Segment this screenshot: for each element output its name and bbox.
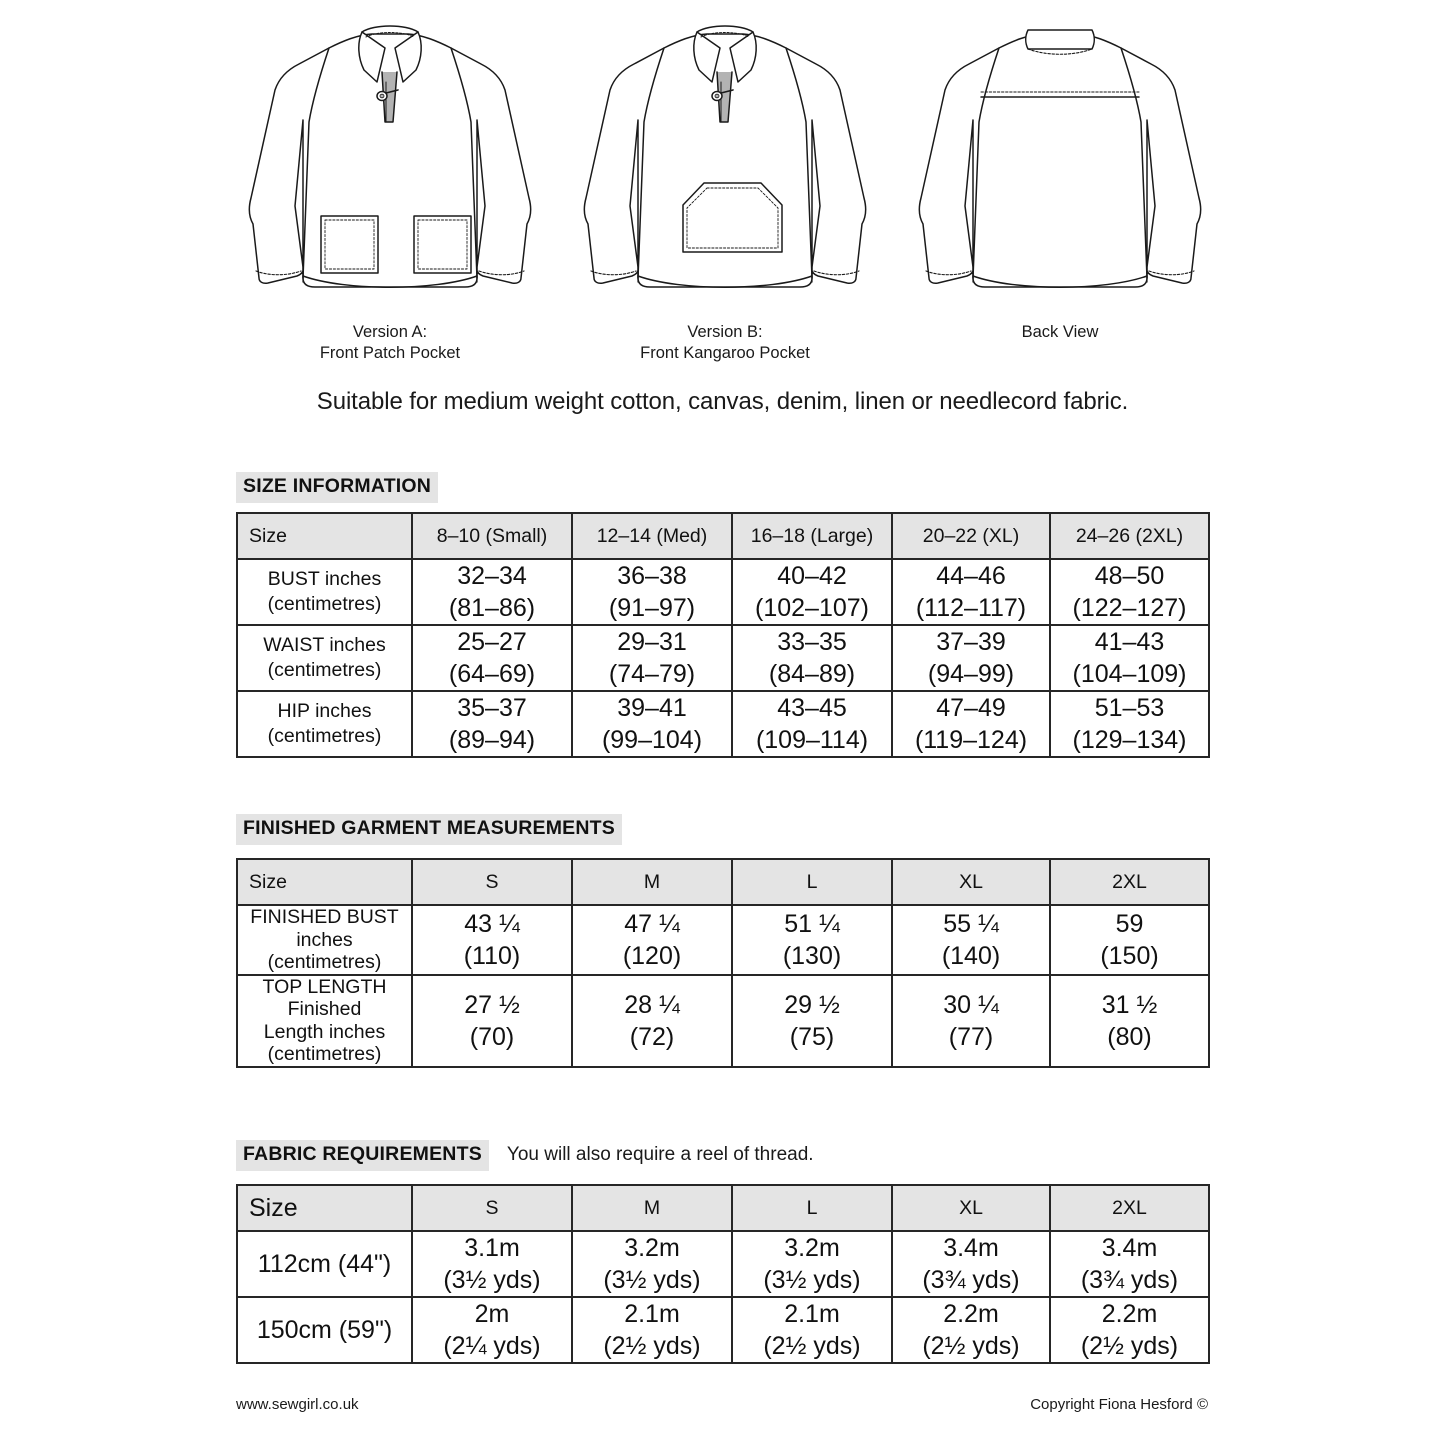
cell-bust-med-inches: 36–38 [617, 562, 687, 590]
table-row [237, 975, 1209, 1067]
row-label-hip-line1: HIP inches [277, 700, 372, 722]
copyright-notice: Copyright Fiona Hesford © [1030, 1396, 1208, 1413]
row-label-finished-bust [237, 905, 412, 975]
cell-top-length-s [412, 975, 572, 1067]
cell-112cm-xl-metres: 3.4m [943, 1234, 999, 1262]
cell-hip-med-cm: (99–104) [601, 726, 703, 754]
cell-waist-large-inches: 33–35 [777, 628, 847, 656]
cell-bust-large-cm: (102–107) [755, 594, 869, 622]
page-footer [236, 1396, 1208, 1413]
column-header-xl: XL [892, 1185, 1050, 1231]
cell-150cm-m [572, 1297, 732, 1363]
table-row [237, 559, 1209, 625]
cell-finished-bust-s [412, 905, 572, 975]
cell-hip-small-inches: 35–37 [457, 694, 527, 722]
row-label-bust-line2: (centimetres) [267, 593, 382, 615]
cell-150cm-2xl-metres: 2.2m [1101, 1300, 1158, 1328]
cell-150cm-s-metres: 2m [474, 1300, 510, 1328]
cell-waist-large [732, 625, 892, 691]
cell-finished-bust-l [732, 905, 892, 975]
column-header-m: M [572, 859, 732, 905]
finished-garment-table [236, 858, 1210, 1068]
column-header-med: 12–14 (Med) [572, 513, 732, 559]
caption-version-b-line2: Front Kangaroo Pocket [640, 344, 810, 362]
cell-top-length-l-cm: (75) [789, 1022, 835, 1051]
cell-waist-2xl [1050, 625, 1209, 691]
cell-finished-bust-l-inches: 51 ¼ [784, 909, 840, 938]
illustration-back-view [895, 10, 1225, 320]
row-label-top-length-line1: TOP LENGTH [262, 975, 387, 998]
cell-hip-xl [892, 691, 1050, 757]
cell-hip-xl-inches: 47–49 [936, 694, 1006, 722]
row-label-finished-bust-line3: (centimetres) [267, 951, 382, 973]
cell-bust-large [732, 559, 892, 625]
cell-hip-large-cm: (109–114) [755, 726, 869, 754]
cell-150cm-2xl [1050, 1297, 1209, 1363]
row-label-hip [237, 691, 412, 757]
cell-112cm-s-yards: (3½ yds) [443, 1266, 541, 1294]
caption-version-a-line1: Version A: [352, 323, 428, 341]
cell-112cm-2xl-yards: (3¾ yds) [1080, 1266, 1179, 1294]
cell-hip-xl-cm: (119–124) [914, 726, 1028, 754]
cell-112cm-s-metres: 3.1m [464, 1234, 520, 1262]
section-heading-fabric-requirements-label: FABRIC REQUIREMENTS [236, 1140, 489, 1171]
cell-hip-med [572, 691, 732, 757]
cell-150cm-xl [892, 1297, 1050, 1363]
cell-112cm-l-metres: 3.2m [784, 1234, 840, 1262]
column-header-s: S [412, 1185, 572, 1231]
cell-waist-xl-inches: 37–39 [936, 628, 1006, 656]
cell-top-length-xl-inches: 30 ¼ [943, 990, 999, 1019]
illustration-version-a [225, 10, 555, 320]
cell-bust-med-cm: (91–97) [608, 594, 696, 622]
cell-top-length-2xl-cm: (80) [1107, 1022, 1152, 1051]
cell-top-length-2xl [1050, 975, 1209, 1067]
row-label-top-length-line2: Finished [287, 998, 362, 1020]
cell-bust-small-cm: (81–86) [448, 594, 536, 622]
cell-top-length-l [732, 975, 892, 1067]
row-label-top-length-line4: (centimetres) [267, 1043, 382, 1065]
column-header-2xl: 2XL [1050, 859, 1209, 905]
cell-waist-large-cm: (84–89) [768, 660, 856, 688]
row-label-150cm: 150cm (59") [237, 1297, 412, 1363]
cell-bust-2xl-inches: 48–50 [1094, 562, 1165, 590]
column-header-xl: 20–22 (XL) [892, 513, 1050, 559]
cell-112cm-l [732, 1231, 892, 1297]
cell-finished-bust-xl-cm: (140) [941, 941, 1001, 970]
cell-top-length-m [572, 975, 732, 1067]
cell-finished-bust-2xl [1050, 905, 1209, 975]
cell-hip-2xl-inches: 51–53 [1094, 694, 1165, 722]
cell-finished-bust-s-cm: (110) [463, 941, 521, 970]
cell-hip-small-cm: (89–94) [448, 726, 536, 754]
column-header-size: Size [237, 859, 412, 905]
cell-150cm-2xl-yards: (2½ yds) [1080, 1332, 1179, 1360]
cell-112cm-m-metres: 3.2m [624, 1234, 680, 1262]
cell-finished-bust-xl [892, 905, 1050, 975]
garment-illustrations [225, 10, 1225, 320]
row-label-finished-bust-line2: inches [296, 928, 353, 951]
cell-top-length-2xl-inches: 31 ½ [1101, 990, 1158, 1019]
caption-version-b [560, 322, 890, 364]
cell-finished-bust-m-cm: (120) [622, 941, 682, 970]
illustration-captions [225, 322, 1225, 364]
cell-waist-2xl-cm: (104–109) [1072, 660, 1187, 688]
column-header-m: M [572, 1185, 732, 1231]
cell-finished-bust-2xl-inches: 59 [1115, 909, 1144, 938]
cell-top-length-xl [892, 975, 1050, 1067]
column-header-l: L [732, 859, 892, 905]
section-heading-fabric-requirements [236, 1140, 814, 1171]
cell-bust-large-inches: 40–42 [777, 562, 847, 590]
size-information-table [236, 512, 1210, 758]
cell-112cm-2xl [1050, 1231, 1209, 1297]
cell-waist-xl [892, 625, 1050, 691]
cell-hip-large-inches: 43–45 [777, 694, 847, 722]
row-label-waist-line2: (centimetres) [267, 659, 382, 681]
cell-waist-med [572, 625, 732, 691]
table-header-row [237, 1185, 1209, 1231]
cell-150cm-m-yards: (2½ yds) [603, 1332, 701, 1360]
cell-hip-med-inches: 39–41 [617, 694, 687, 722]
cell-bust-small-inches: 32–34 [457, 562, 527, 590]
column-header-large: 16–18 (Large) [732, 513, 892, 559]
row-label-top-length-line3: Length inches [263, 1020, 386, 1043]
cell-top-length-s-inches: 27 ½ [464, 990, 520, 1019]
row-label-top-length [237, 975, 412, 1067]
caption-version-b-line1: Version B: [687, 323, 763, 341]
table-header-row [237, 513, 1209, 559]
cell-top-length-s-cm: (70) [469, 1022, 515, 1051]
section-heading-finished-garment [236, 814, 622, 845]
cell-hip-small [412, 691, 572, 757]
illustration-version-b [560, 10, 890, 320]
section-heading-size-information [236, 472, 438, 503]
cell-112cm-xl-yards: (3¾ yds) [922, 1266, 1020, 1294]
suitable-fabric-text: Suitable for medium weight cotton, canvas, denim, linen or needlecord fabric. [316, 388, 1129, 415]
cell-finished-bust-m-inches: 47 ¼ [624, 909, 680, 938]
cell-waist-med-inches: 29–31 [617, 628, 687, 656]
table-header-row [237, 859, 1209, 905]
caption-version-a [225, 322, 555, 364]
row-label-waist [237, 625, 412, 691]
section-heading-size-information-label: SIZE INFORMATION [236, 472, 438, 503]
cell-112cm-l-yards: (3½ yds) [763, 1266, 861, 1294]
column-header-s: S [412, 859, 572, 905]
table-row [237, 1231, 1209, 1297]
section-heading-finished-garment-label: FINISHED GARMENT MEASUREMENTS [236, 814, 622, 845]
column-header-2xl: 24–26 (2XL) [1050, 513, 1209, 559]
cell-150cm-m-metres: 2.1m [624, 1300, 680, 1328]
cell-waist-med-cm: (74–79) [608, 660, 696, 688]
cell-bust-2xl [1050, 559, 1209, 625]
cell-waist-small-inches: 25–27 [457, 628, 527, 656]
column-header-size: Size [237, 1185, 412, 1231]
row-label-bust [237, 559, 412, 625]
row-label-bust-line1: BUST inches [267, 568, 382, 590]
fabric-requirements-note: You will also require a reel of thread. [506, 1143, 814, 1165]
cell-112cm-xl [892, 1231, 1050, 1297]
cell-bust-xl-cm: (112–117) [915, 594, 1027, 622]
caption-back-view [895, 322, 1225, 364]
cell-112cm-2xl-metres: 3.4m [1101, 1234, 1158, 1262]
cell-finished-bust-xl-inches: 55 ¼ [943, 909, 999, 938]
cell-112cm-s [412, 1231, 572, 1297]
cell-top-length-xl-cm: (77) [948, 1022, 994, 1051]
row-label-hip-line2: (centimetres) [267, 725, 382, 747]
column-header-l: L [732, 1185, 892, 1231]
row-label-finished-bust-line1: FINISHED BUST [250, 906, 399, 928]
cell-finished-bust-m [572, 905, 732, 975]
fabric-requirements-table [236, 1184, 1210, 1364]
cell-112cm-m [572, 1231, 732, 1297]
cell-150cm-xl-metres: 2.2m [943, 1300, 999, 1328]
cell-150cm-l-yards: (2½ yds) [763, 1332, 861, 1360]
website-link[interactable]: www.sewgirl.co.uk [236, 1396, 359, 1413]
cell-150cm-xl-yards: (2½ yds) [922, 1332, 1020, 1360]
cell-hip-large [732, 691, 892, 757]
table-row [237, 1297, 1209, 1363]
cell-hip-2xl-cm: (129–134) [1072, 726, 1187, 754]
cell-waist-small [412, 625, 572, 691]
cell-top-length-m-inches: 28 ¼ [624, 990, 680, 1019]
cell-bust-xl [892, 559, 1050, 625]
column-header-size: Size [237, 513, 412, 559]
row-label-112cm: 112cm (44") [237, 1231, 412, 1297]
cell-150cm-l [732, 1297, 892, 1363]
cell-finished-bust-2xl-cm: (150) [1100, 941, 1159, 970]
cell-150cm-s-yards: (2¼ yds) [443, 1332, 541, 1360]
cell-150cm-l-metres: 2.1m [784, 1300, 840, 1328]
cell-waist-xl-cm: (94–99) [927, 660, 1015, 688]
cell-bust-med [572, 559, 732, 625]
cell-finished-bust-s-inches: 43 ¼ [464, 909, 520, 938]
cell-bust-2xl-cm: (122–127) [1072, 594, 1187, 622]
caption-version-a-line2: Front Patch Pocket [319, 344, 461, 362]
cell-hip-2xl [1050, 691, 1209, 757]
cell-top-length-m-cm: (72) [629, 1022, 675, 1051]
cell-waist-2xl-inches: 41–43 [1094, 628, 1165, 656]
cell-bust-small [412, 559, 572, 625]
row-label-waist-line1: WAIST inches [263, 634, 386, 656]
column-header-xl: XL [892, 859, 1050, 905]
cell-waist-small-cm: (64–69) [448, 660, 536, 688]
caption-back-view-line1: Back View [1021, 323, 1099, 341]
table-row [237, 625, 1209, 691]
cell-bust-xl-inches: 44–46 [936, 562, 1006, 590]
cell-112cm-m-yards: (3½ yds) [603, 1266, 701, 1294]
cell-top-length-l-inches: 29 ½ [784, 990, 840, 1019]
column-header-small: 8–10 (Small) [412, 513, 572, 559]
table-row [237, 905, 1209, 975]
column-header-2xl: 2XL [1050, 1185, 1209, 1231]
cell-150cm-s [412, 1297, 572, 1363]
cell-finished-bust-l-cm: (130) [782, 941, 842, 970]
table-row [237, 691, 1209, 757]
